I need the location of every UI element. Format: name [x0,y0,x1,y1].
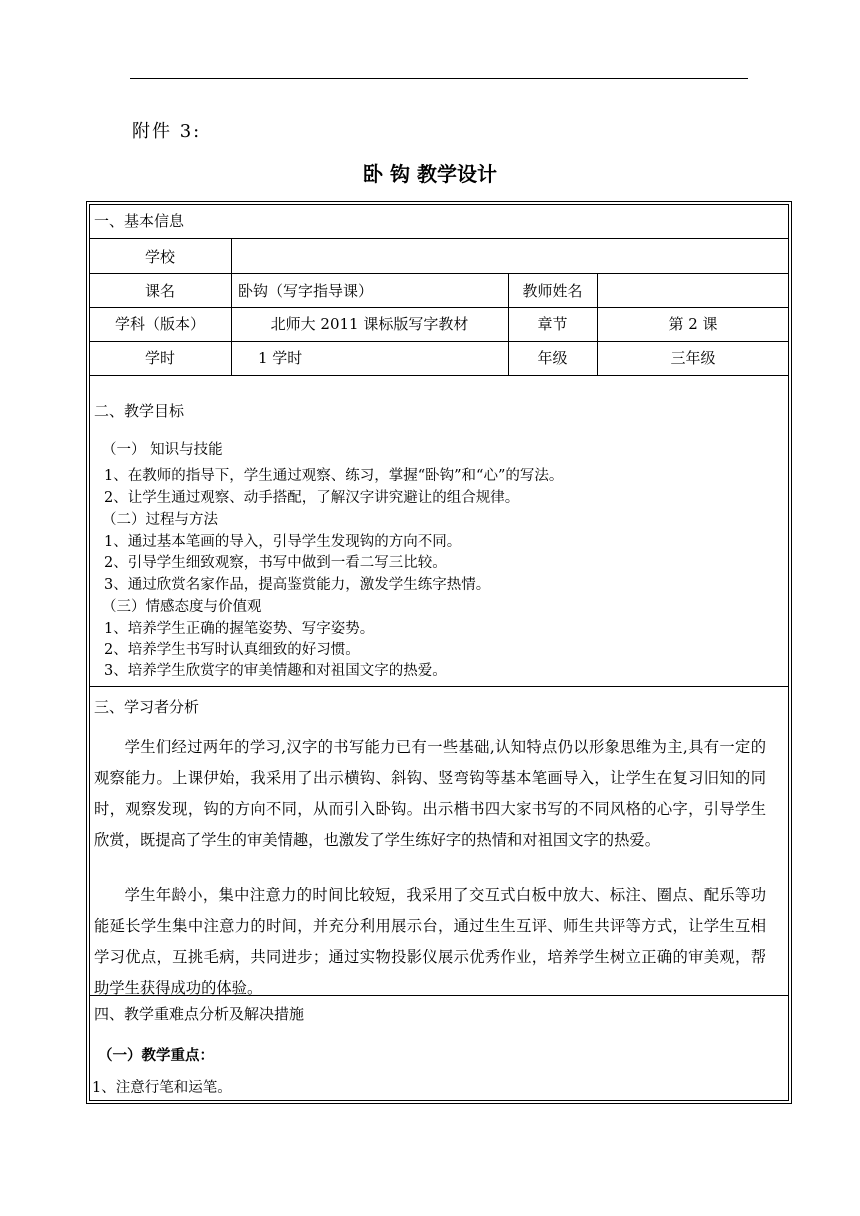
subject-label: 学科（版本） [114,315,205,333]
divider [89,273,789,274]
hours-value: 1 学时 [258,349,303,367]
list-item: 2、引导学生细致观察，书写中做到一看二写三比较。 [104,555,447,571]
list-item: 1、在教师的指导下，学生通过观察、练习，掌握“卧钩”和“心”的写法。 [104,468,564,484]
goals-sub3: （三）情感态度与价值观 [102,599,262,615]
divider [89,995,789,996]
list-item: 1、注意行笔和运笔。 [92,1080,232,1096]
divider [89,307,789,308]
header-rule [130,78,748,79]
divider [89,238,789,239]
course-label: 课名 [144,282,175,300]
list-item: 1、通过基本笔画的导入，引导学生发现钩的方向不同。 [104,534,462,550]
list-item: 2、让学生通过观察、动手搭配，了解汉字讲究避让的组合规律。 [104,490,520,506]
grade-value: 三年级 [670,349,716,367]
attachment-label: 附件 3: [132,121,202,142]
section-learner-heading: 三、学习者分析 [94,698,200,716]
list-item: 3、培养学生欣赏字的审美情趣和对祖国文字的热爱。 [104,663,447,679]
chapter-label: 章节 [537,315,568,333]
school-label: 学校 [144,248,175,266]
divider [89,686,789,687]
keypoints-sub1: （一）教学重点： [98,1048,214,1064]
subject-value: 北师大 2011 课标版写字教材 [270,315,469,333]
list-item: 1、培养学生正确的握笔姿势、写字姿势。 [104,621,375,637]
divider [89,341,789,342]
learner-paragraph-1: 学生们经过两年的学习,汉字的书写能力已有一些基础,认知特点仍以形象思维为主,具有一定的观察能力。上课伊始，我采用了出示横钩、斜钩、竖弯钩等基本笔画导入，让学生在复习旧知的同时，观察发现，钩的方向不同，从而引入卧钩。出示楷书四大家书写的不同风格的心字，引导学生欣赏，既提高了学生的审美情趣，也激发了学生练好字的热情和对祖国文字的热爱。 [94,738,766,849]
section-keypoints-heading: 四、教学重难点分析及解决措施 [94,1005,305,1023]
section-basic-info-heading: 一、基本信息 [94,212,185,230]
learner-paragraph-2: 学生年龄小，集中注意力的时间比较短，我采用了交互式白板中放大、标注、圈点、配乐等功能延长学生集中注意力的时间，并充分利用展示台，通过生生互评、师生共评等方式，让学生互相学习优点，互挑毛病，共同进步；通过实物投影仪展示优秀作业，培养学生树立正确的审美观，帮助学生获得成功的体验。 [94,886,766,997]
course-value: 卧钩（写字指导课） [238,282,374,300]
divider [89,375,789,376]
page-title: 卧 钩 教学设计 [363,162,497,186]
teacher-label: 教师姓名 [522,282,583,300]
chapter-value: 第 2 课 [668,315,718,333]
hours-label: 学时 [144,349,175,367]
goals-sub2: （二）过程与方法 [102,512,218,528]
list-item: 3、通过欣赏名家作品，提高鉴赏能力，激发学生练字热情。 [104,577,491,593]
section-goals-heading: 二、教学目标 [94,402,185,420]
grade-label: 年级 [537,349,568,367]
goals-sub1: （一） 知识与技能 [102,442,223,458]
list-item: 2、培养学生书写时认真细致的好习惯。 [104,642,360,658]
